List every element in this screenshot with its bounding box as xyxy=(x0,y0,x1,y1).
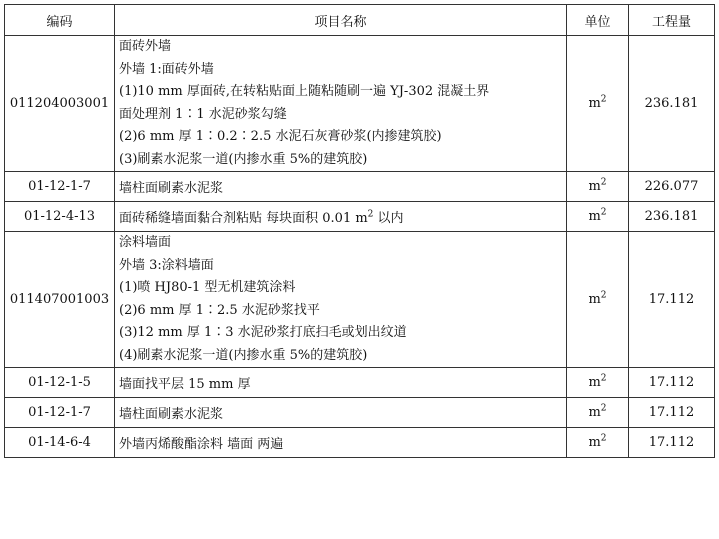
item-description: 墙柱面刷素水泥浆 xyxy=(115,398,567,428)
item-code: 01-12-1-7 xyxy=(5,398,115,428)
item-quantity: 236.181 xyxy=(629,202,715,232)
item-quantity: 17.112 xyxy=(629,368,715,398)
description-line: 面砖外墙 xyxy=(119,39,172,54)
item-unit: $m^2$ xyxy=(567,428,629,458)
table-row xyxy=(5,36,715,172)
item-description: 墙面找平层 15 mm 厚 xyxy=(115,368,567,398)
header-code: 编码 xyxy=(5,5,115,36)
item-unit: $m^2$ xyxy=(567,232,629,368)
description-line: (2)6 mm 厚 1∶2.5 水泥砂浆找平 xyxy=(119,302,320,318)
item-unit: $m^2$ xyxy=(567,368,629,398)
description-line: 面处理剂 1∶1 水泥砂浆勾缝 xyxy=(119,106,287,122)
item-code: 01-12-1-5 xyxy=(5,368,115,398)
description-line: (4)刷素水泥浆一道(内掺水重 5%的建筑胶) xyxy=(119,347,368,363)
item-quantity: 236.181 xyxy=(629,36,715,172)
description-line: (3)12 mm 厚 1∶3 水泥砂浆打底扫毛或划出纹道 xyxy=(119,325,407,340)
description-line: (1)喷 HJ80-1 型无机建筑涂料 xyxy=(119,280,296,295)
item-code: 01-12-4-13 xyxy=(5,202,115,232)
item-description: 外墙丙烯酸酯涂料 墙面 两遍 xyxy=(115,428,567,458)
description-line: 外墙 3:涂料墙面 xyxy=(119,257,214,273)
table-row xyxy=(5,428,715,458)
item-description: 面砖稀缝墙面黏合剂粘贴 每块面积 0.01 $m^2$ 以内 xyxy=(115,202,567,232)
item-code: 01-14-6-4 xyxy=(5,428,115,458)
item-unit: $m^2$ xyxy=(567,36,629,172)
description-line: (2)6 mm 厚 1∶0.2∶2.5 水泥石灰膏砂浆(内掺建筑胶) xyxy=(119,129,442,144)
item-quantity: 17.112 xyxy=(629,428,715,458)
description-line: (1)10 mm 厚面砖,在转粘贴面上随粘随刷一遍 YJ-302 混凝土界 xyxy=(119,84,490,99)
item-code: 011204003001 xyxy=(5,36,115,172)
description-line: 外墙 1:面砖外墙 xyxy=(119,61,214,77)
item-code: 01-12-1-7 xyxy=(5,172,115,202)
item-code: 011407001003 xyxy=(5,232,115,368)
table-row xyxy=(5,172,715,202)
header-unit: 单位 xyxy=(567,5,629,36)
item-quantity: 17.112 xyxy=(629,398,715,428)
item-quantity: 17.112 xyxy=(629,232,715,368)
item-unit: $m^2$ xyxy=(567,172,629,202)
header-name: 项目名称 xyxy=(115,5,567,36)
table-row xyxy=(5,368,715,398)
item-quantity: 226.077 xyxy=(629,172,715,202)
description-line: 涂料墙面 xyxy=(119,235,172,250)
item-unit: $m^2$ xyxy=(567,398,629,428)
bill-of-quantities-table xyxy=(4,4,715,458)
item-description xyxy=(115,232,567,368)
table-row xyxy=(5,202,715,232)
table-row xyxy=(5,232,715,368)
header-qty: 工程量 xyxy=(629,5,715,36)
table-header-row xyxy=(5,5,715,36)
item-description xyxy=(115,36,567,172)
item-unit: $m^2$ xyxy=(567,202,629,232)
table-row xyxy=(5,398,715,428)
description-line: (3)刷素水泥浆一道(内掺水重 5%的建筑胶) xyxy=(119,151,368,167)
item-description: 墙柱面刷素水泥浆 xyxy=(115,172,567,202)
